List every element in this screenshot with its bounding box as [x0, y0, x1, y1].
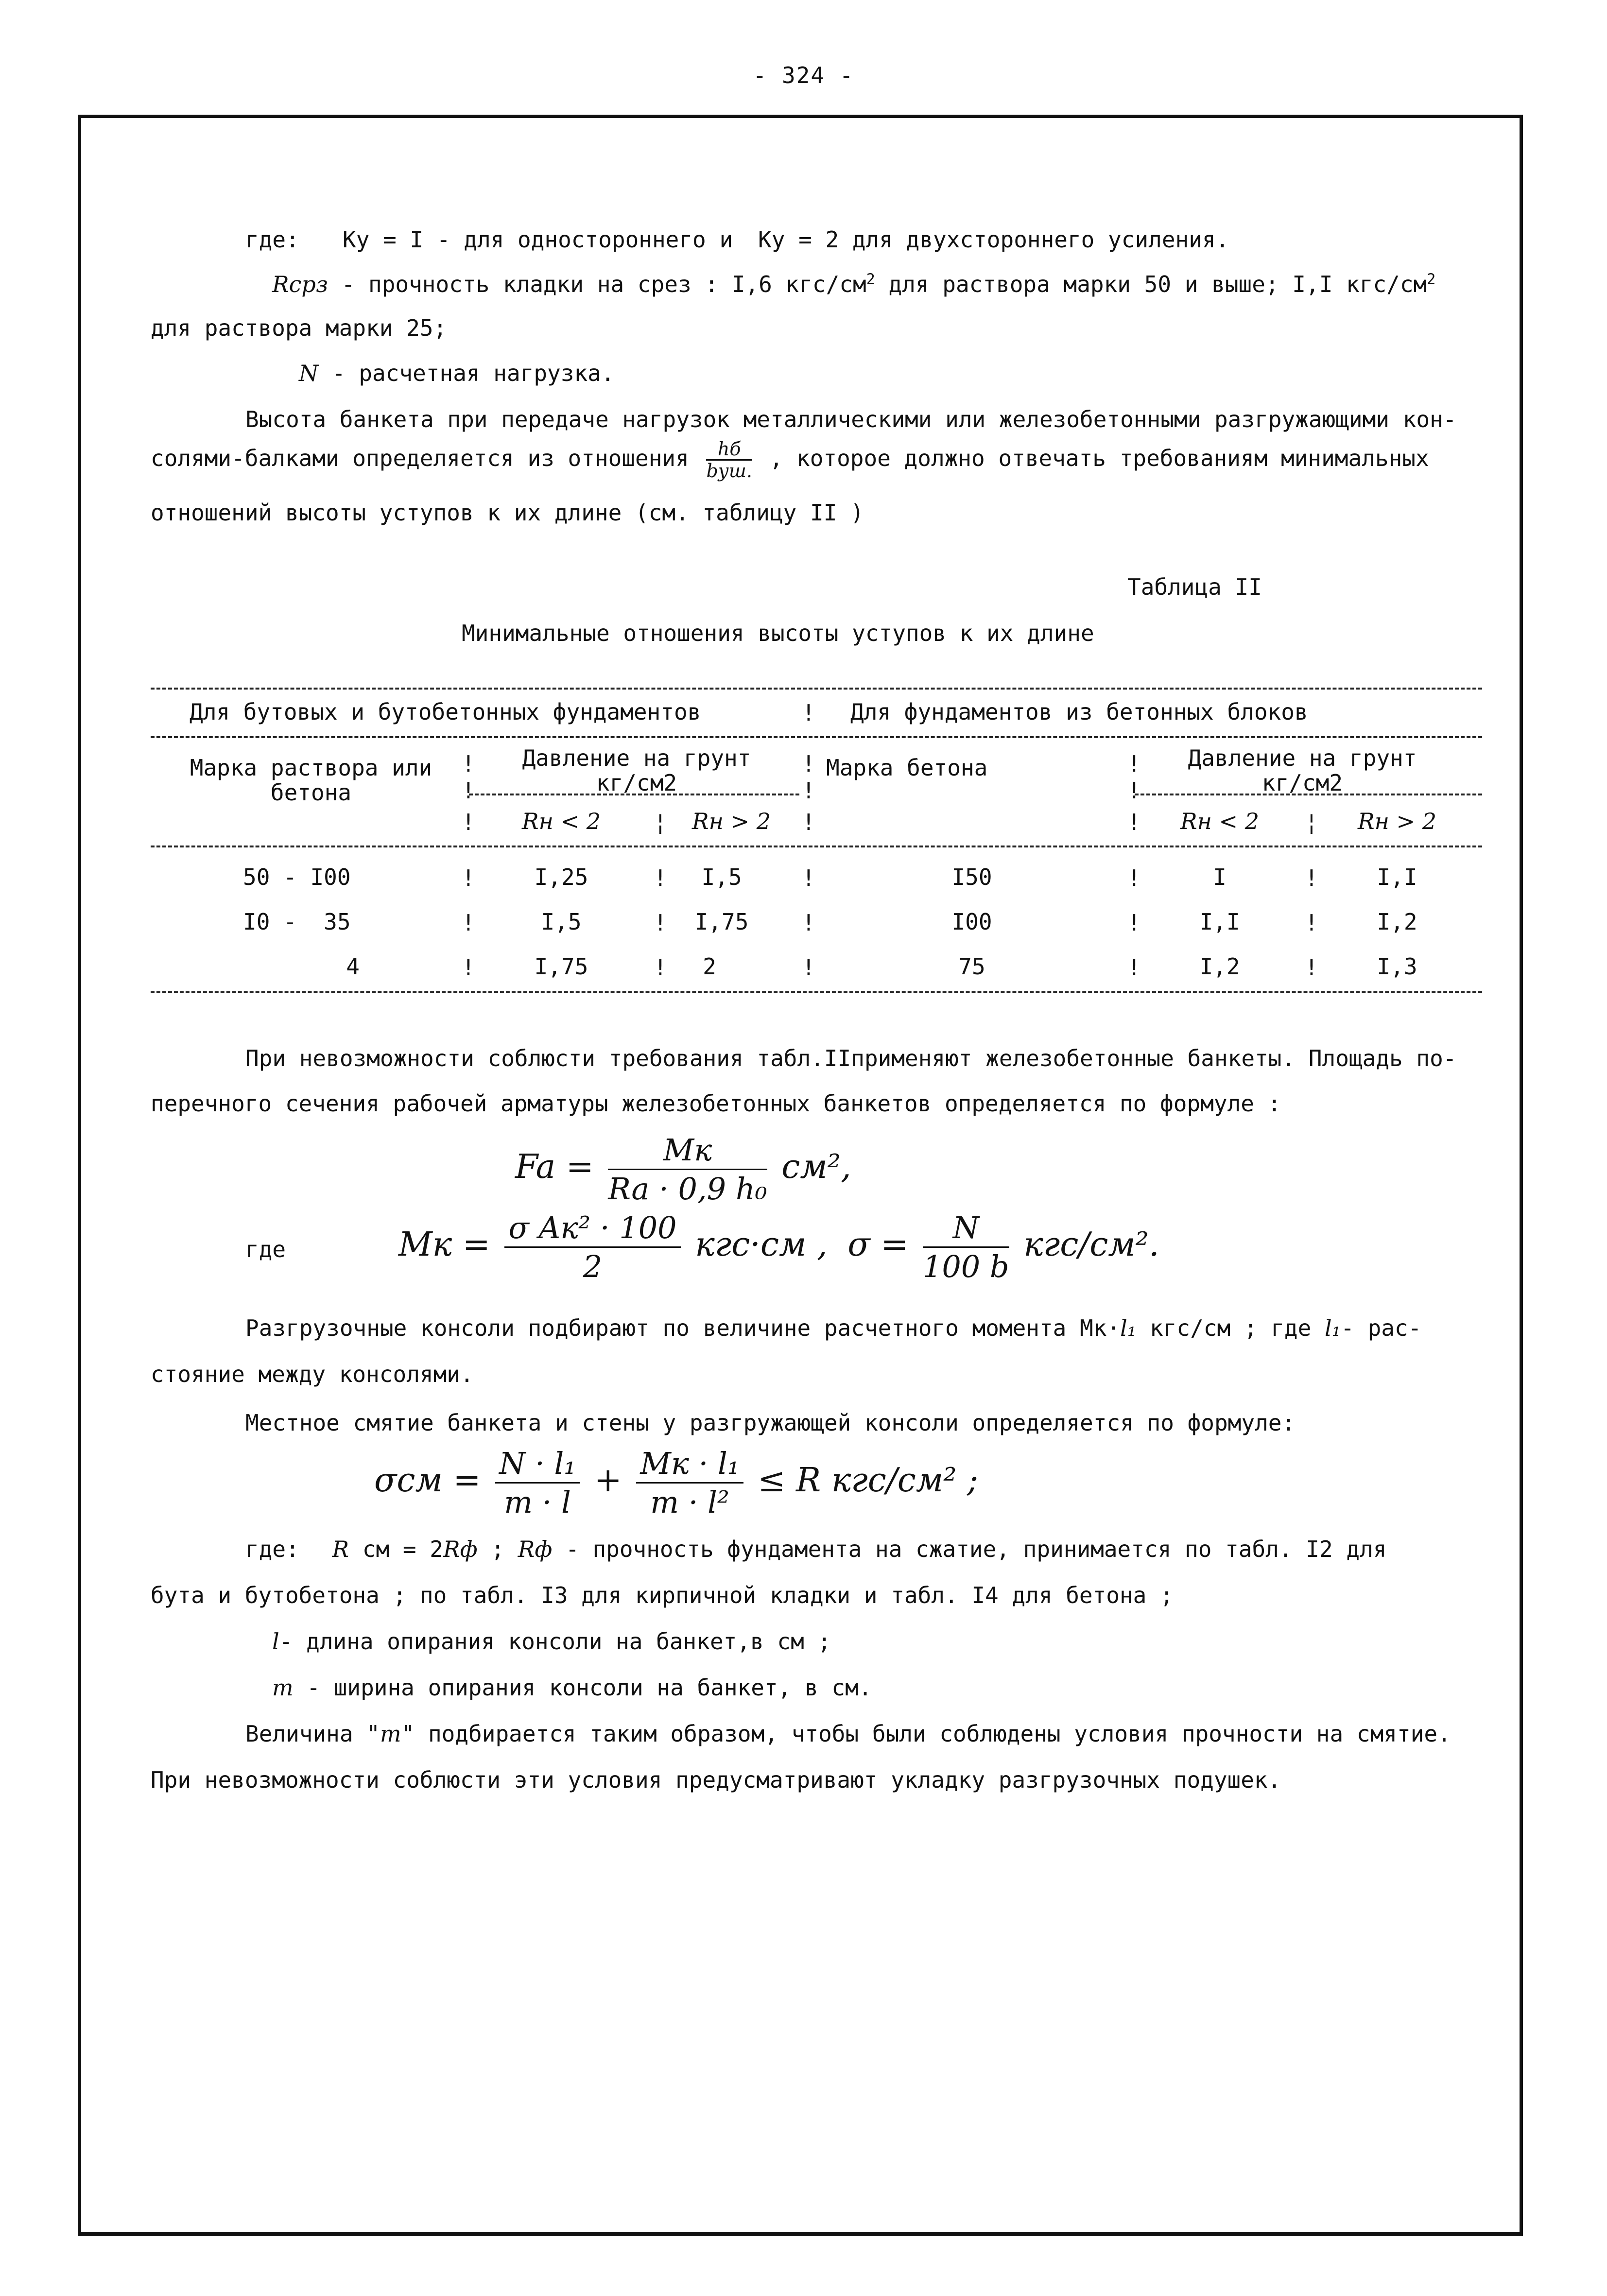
table-separator: !	[1127, 751, 1141, 777]
rf-symbol: Rф	[443, 1536, 478, 1562]
formula-mk-unit: кгс·см ,	[695, 1226, 828, 1264]
where-label: где:	[245, 226, 299, 253]
table-row-2-grade-right: I00	[951, 909, 992, 935]
formula-fa-lhs: Fa =	[515, 1148, 594, 1186]
table-row-3-grade-left: 4	[346, 953, 360, 980]
table-row-2-r2: I,2	[1377, 909, 1417, 935]
bearing-width-line	[272, 1676, 872, 1699]
shear-symbol: Rсрз	[272, 271, 328, 297]
consoles-l1-symbol-2: l₁	[1325, 1315, 1341, 1341]
formula-sigma-den: 100 b	[922, 1249, 1009, 1284]
m-symbol: m	[272, 1675, 294, 1701]
table-row-3-r1: I,2	[1199, 953, 1240, 980]
formula-scm-plus: +	[594, 1461, 622, 1500]
table-separator: ¦	[654, 809, 667, 835]
rn-more-right: Rн > 2	[1358, 808, 1436, 834]
table-row-2-l1: I,5	[541, 909, 582, 935]
formula-sigma-lhs: σ =	[847, 1226, 909, 1264]
consoles-line-1	[245, 1317, 1421, 1339]
formula-mk	[398, 1210, 1159, 1284]
table-separator: !	[462, 865, 475, 891]
load-text: - расчетная нагрузка.	[318, 360, 615, 386]
formula-scm-fraction-1	[495, 1446, 580, 1520]
crushing-line: Местное смятие банкета и стены у разгружающей консоли определяется по формуле:	[245, 1410, 1296, 1436]
table-separator: !	[1305, 865, 1318, 891]
formula-fa	[515, 1132, 851, 1207]
header-pressure-left-1: Давление на грунт	[522, 745, 751, 771]
consoles-text-b: кгс/см ; где	[1136, 1315, 1325, 1341]
formula-sigma-unit: кгс/см².	[1023, 1226, 1159, 1264]
ku-two-sided: Ку = 2 для двухстороннего усиления.	[758, 226, 1229, 253]
table-separator: !	[462, 751, 475, 777]
formula-fa-num: Mк	[608, 1132, 767, 1170]
formula-scm-num1: N · l₁	[495, 1446, 580, 1484]
consoles-text-a: Разгрузочные консоли подбирают по величине расчетного момента Мк·	[245, 1315, 1121, 1341]
table-row-3-l2: 2	[703, 953, 716, 980]
group-header-left: Для бутовых и бутобетонных фундаментов	[190, 699, 701, 725]
formula-scm-lhs: σсм =	[374, 1461, 481, 1500]
header-pressure-left-2: кг/см2	[596, 769, 677, 796]
table-row-2-grade-left: I0 - 35	[243, 909, 351, 935]
table-row-2-l2: I,75	[694, 909, 749, 935]
formula-sigma-fraction	[923, 1210, 1009, 1284]
consoles-line-2: стояние между консолями.	[151, 1361, 474, 1387]
formula-scm-den1: m · l	[504, 1485, 571, 1520]
mortar-25-line: для раствора марки 25;	[151, 315, 447, 341]
ku-one-sided: Ку = I - для одностороннего и	[343, 226, 733, 253]
header-pressure-right-1: Давление на грунт	[1188, 745, 1417, 771]
table-row-1-r2: I,I	[1377, 864, 1417, 890]
shear-strength-line: Rсрз - прочность кладки на срез : I,6 кгс/$см^2$ для раствора марки 50 и выше; I,I кгс/$см^2$	[272, 271, 1436, 297]
header-grade-mortar-2: бетона	[270, 779, 352, 806]
ratio-num: hб	[706, 440, 752, 461]
table-rule-header	[151, 846, 1482, 847]
m-value-text-a: Величина "	[245, 1721, 380, 1747]
table-row-1-grade-left: 50 - I00	[243, 864, 351, 890]
table-separator: !	[462, 777, 475, 804]
table-separator: !	[654, 954, 667, 981]
table-separator: !	[1127, 910, 1141, 936]
m-value-symbol: m	[380, 1721, 401, 1747]
formula-fa-den: Ra · 0,9 h₀	[608, 1171, 767, 1207]
group-header-right: Для фундаментов из бетонных блоков	[850, 699, 1308, 725]
ratio-fraction	[706, 440, 752, 480]
formula-mk-den: 2	[583, 1249, 603, 1284]
header-pressure-right-2: кг/см2	[1261, 769, 1343, 796]
table-separator: !	[1127, 809, 1141, 835]
header-grade-concrete: Марка бетона	[826, 755, 988, 781]
table-separator: !	[1305, 954, 1318, 981]
bearing-length-text: - длина опирания консоли на банкет,в см ;	[279, 1628, 831, 1655]
table-row-3-r2: I,3	[1377, 953, 1417, 980]
table-row-3-l1: I,75	[534, 953, 588, 980]
m-value-line-1	[245, 1723, 1451, 1745]
load-symbol: N	[299, 360, 319, 386]
banket-height-line-1: Высота банкета при передаче нагрузок металлическими или железобетонными разгружающими кон-	[245, 406, 1457, 432]
shear-text-b: для раствора марки 50 и выше; I,I кгс/см	[875, 271, 1427, 297]
header-pressure-left	[471, 746, 802, 795]
table-separator: !	[1127, 777, 1141, 804]
formula-mk-where: где	[245, 1236, 286, 1262]
table-separator: !	[1127, 865, 1141, 891]
rn-more-left: Rн > 2	[692, 808, 771, 834]
load-line	[299, 362, 615, 384]
formula-mk-lhs: Mк =	[398, 1226, 490, 1264]
table-separator: ¦	[1305, 809, 1318, 835]
subheader-rule-right	[1135, 794, 1482, 795]
bearing-length-line	[272, 1630, 831, 1653]
table-rule-group	[151, 736, 1482, 738]
bearing-width-text: - ширина опирания консоли на банкет, в см.	[293, 1675, 872, 1701]
header-grade-mortar	[165, 756, 457, 805]
table-separator: !	[802, 910, 815, 936]
consoles-text-c: - рас-	[1341, 1315, 1422, 1341]
reinforced-banket-line-2: перечного сечения рабочей арматуры железобетонных банкетов определяется по формуле :	[151, 1090, 1281, 1117]
formula-scm-fraction-2	[636, 1446, 743, 1520]
formula-scm-rhs: ≤ R кгс/см² ;	[758, 1461, 978, 1500]
where-r-line-2: бута и бутобетона ; по табл. I3 для кирпичной кладки и табл. I4 для бетона ;	[151, 1582, 1174, 1608]
r-text-c: - прочность фундамента на сжатие, принимается по табл. I2 для	[552, 1536, 1387, 1562]
table-separator: !	[462, 910, 475, 936]
table-separator: !	[802, 751, 815, 777]
reinforced-banket-line-1: При невозможности соблюсти требования табл.IIприменяют железобетонные банкеты. Площадь по-	[245, 1045, 1457, 1071]
r-symbol: R	[332, 1536, 349, 1562]
ratio-intro: солями-балками определяется из отношения	[151, 445, 689, 471]
header-grade-mortar-1: Марка раствора или	[190, 755, 432, 781]
header-pressure-right	[1137, 746, 1468, 795]
r-text-a: см = 2	[349, 1536, 443, 1562]
table-separator: !	[1305, 910, 1318, 936]
table-row-1-r1: I	[1213, 864, 1227, 890]
formula-mk-fraction	[504, 1210, 680, 1284]
table-separator: !	[802, 954, 815, 981]
table-separator: !	[654, 865, 667, 891]
table-rule-bottom	[151, 991, 1482, 993]
l-symbol: l	[272, 1628, 279, 1655]
banket-height-line-3: отношений высоты уступов к их длине (см. таблицу II )	[151, 500, 864, 526]
formula-scm-den2: m · l²	[650, 1485, 729, 1520]
ratio-after: , которое должно отвечать требованиям минимальных	[769, 445, 1429, 471]
m-value-text-b: " подбирается таким образом, чтобы были соблюдены условия прочности на смятие.	[401, 1721, 1451, 1747]
table-title: Минимальные отношения высоты уступов к их длине	[462, 620, 1094, 646]
where-r-label: где:	[245, 1536, 299, 1562]
table-label: Таблица II	[1127, 574, 1262, 600]
where-r-line	[245, 1538, 1386, 1560]
m-value-line-2: При невозможности соблюсти эти условия предусматривают укладку разгрузочных подушек.	[151, 1767, 1281, 1793]
formula-fa-fraction	[608, 1132, 767, 1207]
table-row-1-l2: I,5	[701, 864, 742, 890]
r-text-b: ;	[477, 1536, 518, 1562]
table-row-2-r1: I,I	[1199, 909, 1240, 935]
table-separator: !	[462, 809, 475, 835]
table-separator: !	[802, 777, 815, 804]
formula-scm-num2: Mк · l₁	[636, 1446, 743, 1484]
table-rule-top	[151, 688, 1482, 690]
rf-symbol-2: Rф	[518, 1536, 553, 1562]
table-row-1-l1: I,25	[534, 864, 588, 890]
formula-fa-unit: см²,	[781, 1148, 851, 1186]
consoles-l1-symbol: l₁	[1120, 1315, 1137, 1341]
table-separator: !	[802, 700, 815, 726]
table-separator: !	[802, 809, 815, 835]
page-number: - 324 -	[753, 62, 854, 88]
table-separator: !	[462, 954, 475, 981]
formula-mk-num: σ Aк² · 100	[504, 1210, 680, 1248]
table-separator: !	[1127, 954, 1141, 981]
formula-sigma-num: N	[923, 1210, 1009, 1248]
formula-sigma-cm	[374, 1446, 978, 1520]
rn-less-left: Rн < 2	[522, 808, 601, 834]
table-separator: !	[802, 865, 815, 891]
banket-height-line-2	[151, 440, 1429, 480]
subheader-rule-left	[469, 794, 799, 795]
rn-less-right: Rн < 2	[1180, 808, 1259, 834]
table-row-1-grade-right: I50	[951, 864, 992, 890]
shear-text: - прочность кладки на срез : I,6 кгс/см	[328, 271, 866, 297]
ratio-den: bуш.	[706, 460, 752, 482]
table-row-3-grade-right: 75	[958, 953, 985, 980]
table-separator: !	[654, 910, 667, 936]
